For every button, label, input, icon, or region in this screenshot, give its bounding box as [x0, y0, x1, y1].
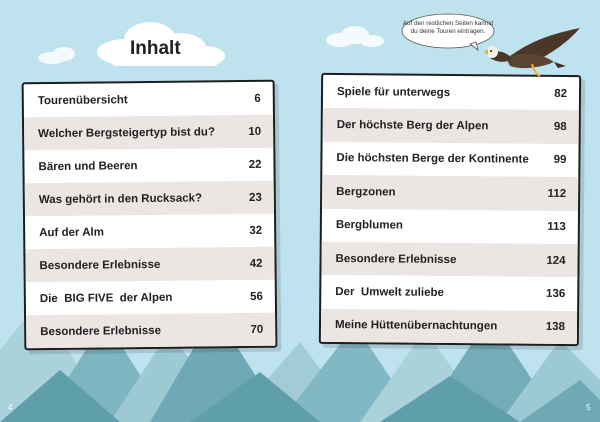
toc-entry[interactable] — [25, 247, 274, 283]
toc-entry-title: Besondere Erlebnisse — [39, 258, 161, 272]
toc-entry-page: 124 — [546, 254, 566, 267]
page-number-right: 5 — [586, 403, 591, 412]
toc-entry-title: Besondere Erlebnisse — [335, 252, 457, 266]
page-title: Inhalt — [130, 38, 181, 59]
toc-entry[interactable] — [26, 280, 275, 316]
toc-entry[interactable] — [322, 175, 578, 211]
toc-right-panel — [319, 73, 581, 346]
toc-entry-page: 10 — [248, 125, 262, 138]
toc-entry[interactable] — [321, 242, 577, 278]
toc-entry[interactable] — [323, 75, 579, 111]
toc-entry-page: 23 — [248, 191, 262, 204]
toc-entry-page: 42 — [249, 257, 263, 270]
toc-entry-title: Bergblumen — [335, 219, 404, 232]
toc-entry-title: Was gehört in den Rucksack? — [38, 191, 203, 206]
toc-entry[interactable] — [24, 82, 273, 118]
toc-entry-title: Besondere Erlebnisse — [40, 324, 162, 338]
toc-entry[interactable] — [321, 309, 577, 345]
toc-entry-title: Der höchste Berg der Alpen — [336, 119, 489, 133]
toc-entry[interactable] — [25, 181, 274, 217]
page-number-left: 4 — [8, 403, 13, 412]
toc-entry[interactable] — [24, 115, 273, 151]
toc-entry-page: 112 — [547, 187, 567, 200]
toc-entry-title: Tourenübersicht — [37, 93, 128, 107]
toc-entry-title: Welcher Bergsteigertyp bist du? — [38, 125, 215, 140]
toc-entry[interactable] — [323, 108, 579, 144]
toc-left-panel — [22, 80, 278, 351]
toc-entry-page: 98 — [553, 120, 567, 134]
toc-entry-page: 82 — [554, 87, 568, 100]
toc-entry-page: 99 — [553, 154, 567, 167]
toc-entry-page: 22 — [248, 158, 262, 171]
toc-entry[interactable] — [322, 142, 578, 178]
toc-entry-title: Auf der Alm — [39, 225, 104, 239]
speech-bubble-text: Auf den restlichen Seiten kannst du deine Touren eintragen. — [402, 20, 494, 35]
toc-entry-title: Spiele für unterwegs — [336, 85, 451, 99]
toc-entry-title: Bergzonen — [336, 185, 396, 199]
toc-entry[interactable] — [26, 313, 275, 349]
toc-entry-page: 70 — [250, 323, 264, 336]
toc-entry-title: Die BIG FIVE der Alpen — [39, 291, 173, 305]
toc-entry-page: 136 — [546, 287, 566, 300]
toc-entry[interactable] — [24, 148, 273, 184]
toc-entry-title: Bären und Beeren — [38, 159, 138, 173]
toc-entry-title: Der Umwelt zuliebe — [335, 285, 444, 299]
toc-entry-page: 56 — [249, 290, 263, 303]
toc-entry-page: 6 — [254, 92, 261, 105]
toc-entry[interactable] — [322, 208, 578, 244]
toc-entry-title: Meine Hüttenübernachtungen — [334, 319, 498, 333]
toc-entry[interactable] — [321, 275, 577, 311]
toc-entry-page: 138 — [545, 321, 566, 334]
toc-entry-page: 32 — [249, 224, 263, 237]
toc-entry-page: 113 — [547, 221, 566, 234]
toc-entry-title: Die höchsten Berge der Kontinente — [336, 152, 529, 167]
toc-entry[interactable] — [25, 214, 274, 250]
